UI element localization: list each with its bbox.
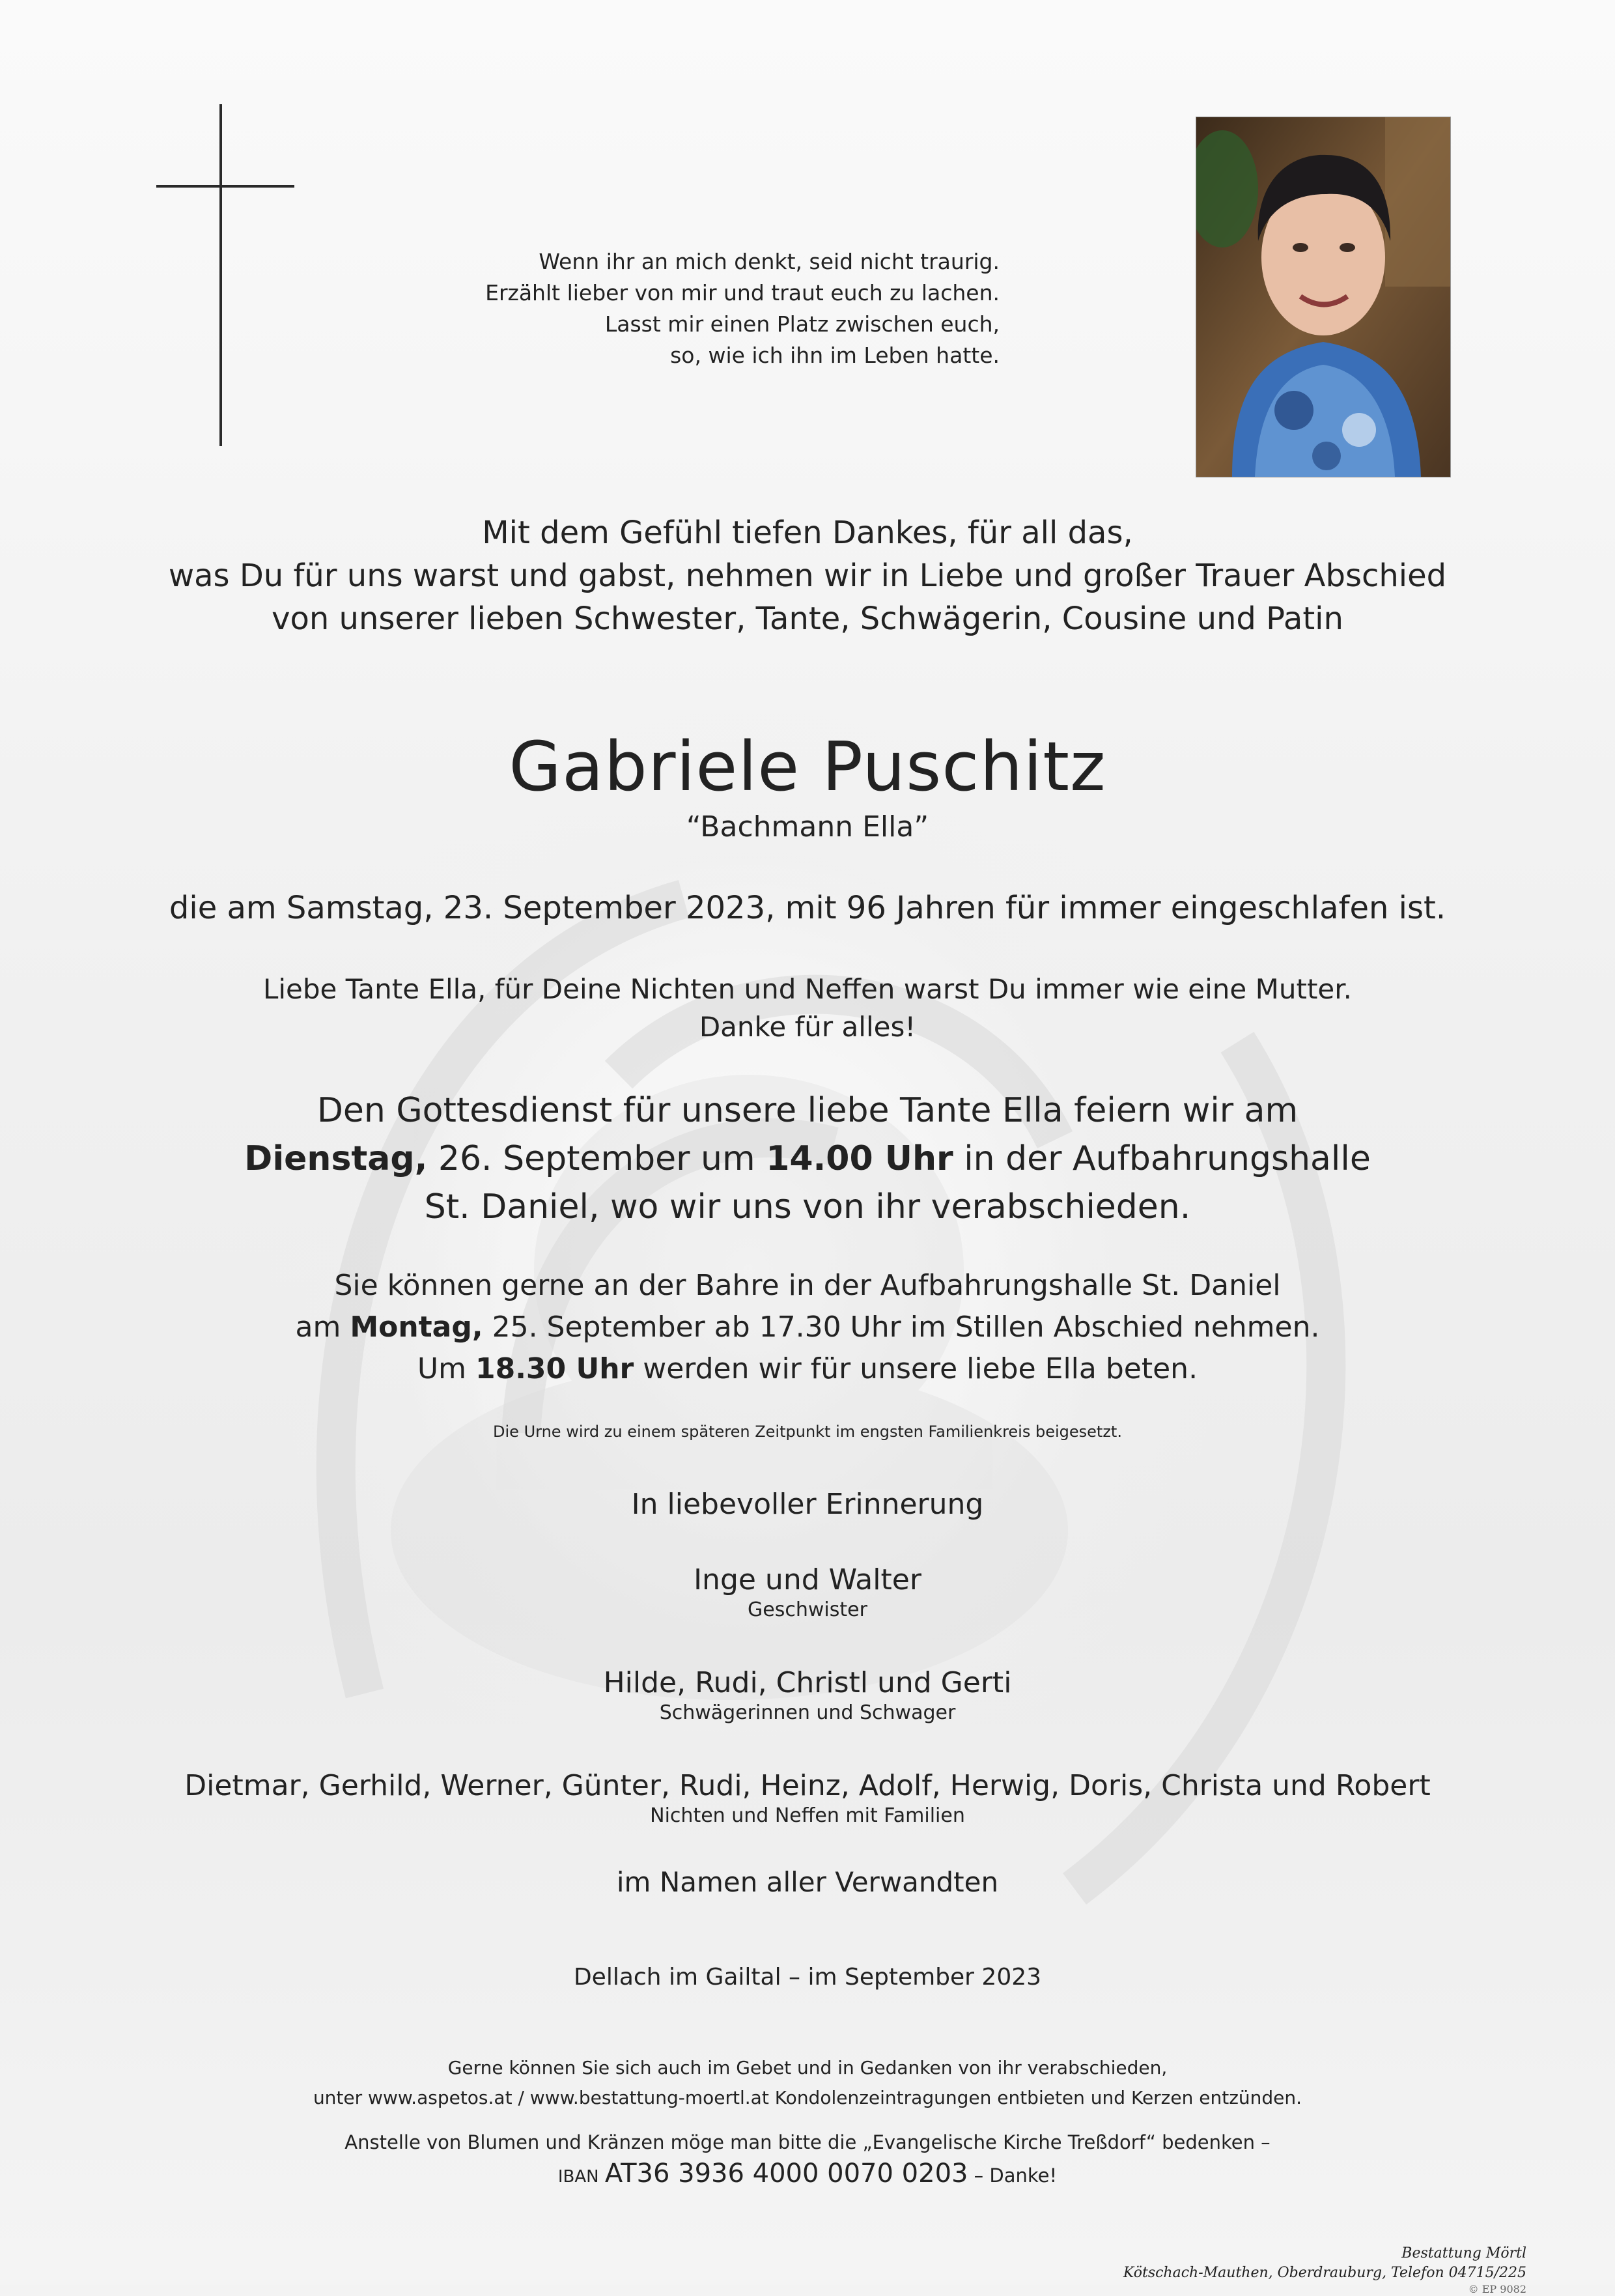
death-announcement: die am Samstag, 23. September 2023, mit 96 Jahren für immer eingeschlafen ist. [169,890,1446,926]
iban-number: AT36 3936 4000 0070 0203 [604,2159,968,2189]
portrait-photo [1196,117,1450,477]
donation-thanks: – Danke! [968,2164,1058,2187]
iban-label: IBAN [557,2167,599,2187]
service-line [0,1135,1615,1183]
poem-line: Lasst mir einen Platz zwischen euch, [604,311,1000,337]
mourner-group [0,1666,1615,1726]
mourner-relation: Nichten und Neffen mit Familien [650,1804,965,1827]
intro-line: Mit dem Gefühl tiefen Dankes, für all das, [482,515,1133,551]
dedication [0,971,1615,1046]
service-day: Dienstag, [244,1139,428,1178]
poem-line: Wenn ihr an mich denkt, seid nicht traurig. [539,249,1000,274]
mourner-group [0,1563,1615,1623]
iban-line [0,2158,1615,2192]
donation-line: Anstelle von Blumen und Kränzen möge man bitte die „Evangelische Kirche Treßdorf“ bedenken – [344,2131,1271,2153]
viewing-text: 25. September ab 17.30 Uhr im Stillen Abschied nehmen. [483,1311,1320,1344]
service-time: 14.00 Uhr [766,1139,953,1178]
document-code: © EP 9082 [1468,2283,1526,2295]
funeral-home-address: Kötschach-Mauthen, Oberdrauburg, Telefon 04715/225 [1123,2265,1526,2281]
condolence-note [0,2053,1615,2113]
prayer-time: 18.30 Uhr [475,1352,634,1385]
deceased-nickname: “Bachmann Ella” [686,810,929,843]
urn-note: Die Urne wird zu einem späteren Zeitpunkt im engsten Familienkreis beigesetzt. [493,1423,1122,1441]
funeral-home-name: Bestattung Mörtl [1401,2245,1526,2261]
mourner-names: Inge und Walter [694,1563,921,1596]
place-and-date: Dellach im Gailtal – im September 2023 [573,1964,1042,1991]
on-behalf-line: im Namen aller Verwandten [616,1866,999,1898]
viewing-text: Um [417,1352,475,1385]
viewing-line [0,1307,1615,1348]
deceased-name: Gabriele Puschitz [509,727,1106,806]
poem-line: Erzählt lieber von mir und traut euch zu lachen. [485,280,1000,305]
mourner-names: Hilde, Rudi, Christl und Gerti [603,1666,1012,1699]
viewing-text: werden wir für unsere liebe Ella beten. [634,1352,1198,1385]
intro-line: von unserer lieben Schwester, Tante, Schwägerin, Cousine und Patin [272,601,1343,637]
funeral-home-footer [1123,2244,1526,2296]
mourner-group [0,1769,1615,1829]
condolence-line: unter www.aspetos.at / www.bestattung-moertl.at Kondolenzeintragungen entbieten und Kerzen entzünden. [313,2087,1302,2108]
memory-line: In liebevoller Erinnerung [631,1488,984,1521]
service-location: in der Aufbahrungshalle [953,1139,1371,1178]
dedication-line: Liebe Tante Ella, für Deine Nichten und Neffen warst Du immer wie eine Mutter. [262,973,1353,1005]
viewing-line [0,1348,1615,1390]
condolence-line: Gerne können Sie sich auch im Gebet und in Gedanken von ihr verabschieden, [447,2057,1168,2078]
intro-text [0,511,1615,640]
poem-line: so, wie ich ihn im Leben hatte. [670,343,1000,368]
mourner-relation: Schwägerinnen und Schwager [659,1701,956,1724]
service-date: 26. September um [427,1139,766,1178]
service-line: St. Daniel, wo wir uns von ihr verabschieden. [424,1187,1191,1226]
service-info [0,1086,1615,1231]
intro-line: was Du für uns warst und gabst, nehmen wir in Liebe und großer Trauer Abschied [168,558,1447,594]
viewing-info [0,1265,1615,1390]
cross-vertical-bar [219,104,222,446]
mourner-relation: Geschwister [748,1598,867,1621]
viewing-text: am [295,1311,350,1344]
dedication-line: Danke für alles! [699,1011,916,1043]
cross-horizontal-bar [156,185,294,188]
mourner-names: Dietmar, Gerhild, Werner, Günter, Rudi, Heinz, Adolf, Herwig, Doris, Christa und Robert [184,1769,1431,1802]
service-line: Den Gottesdienst für unsere liebe Tante Ella feiern wir am [316,1091,1299,1130]
donation-note [0,2127,1615,2192]
viewing-line: Sie können gerne an der Bahre in der Aufbahrungshalle St. Daniel [334,1269,1281,1302]
poem [365,246,1000,371]
viewing-day: Montag, [350,1311,483,1344]
